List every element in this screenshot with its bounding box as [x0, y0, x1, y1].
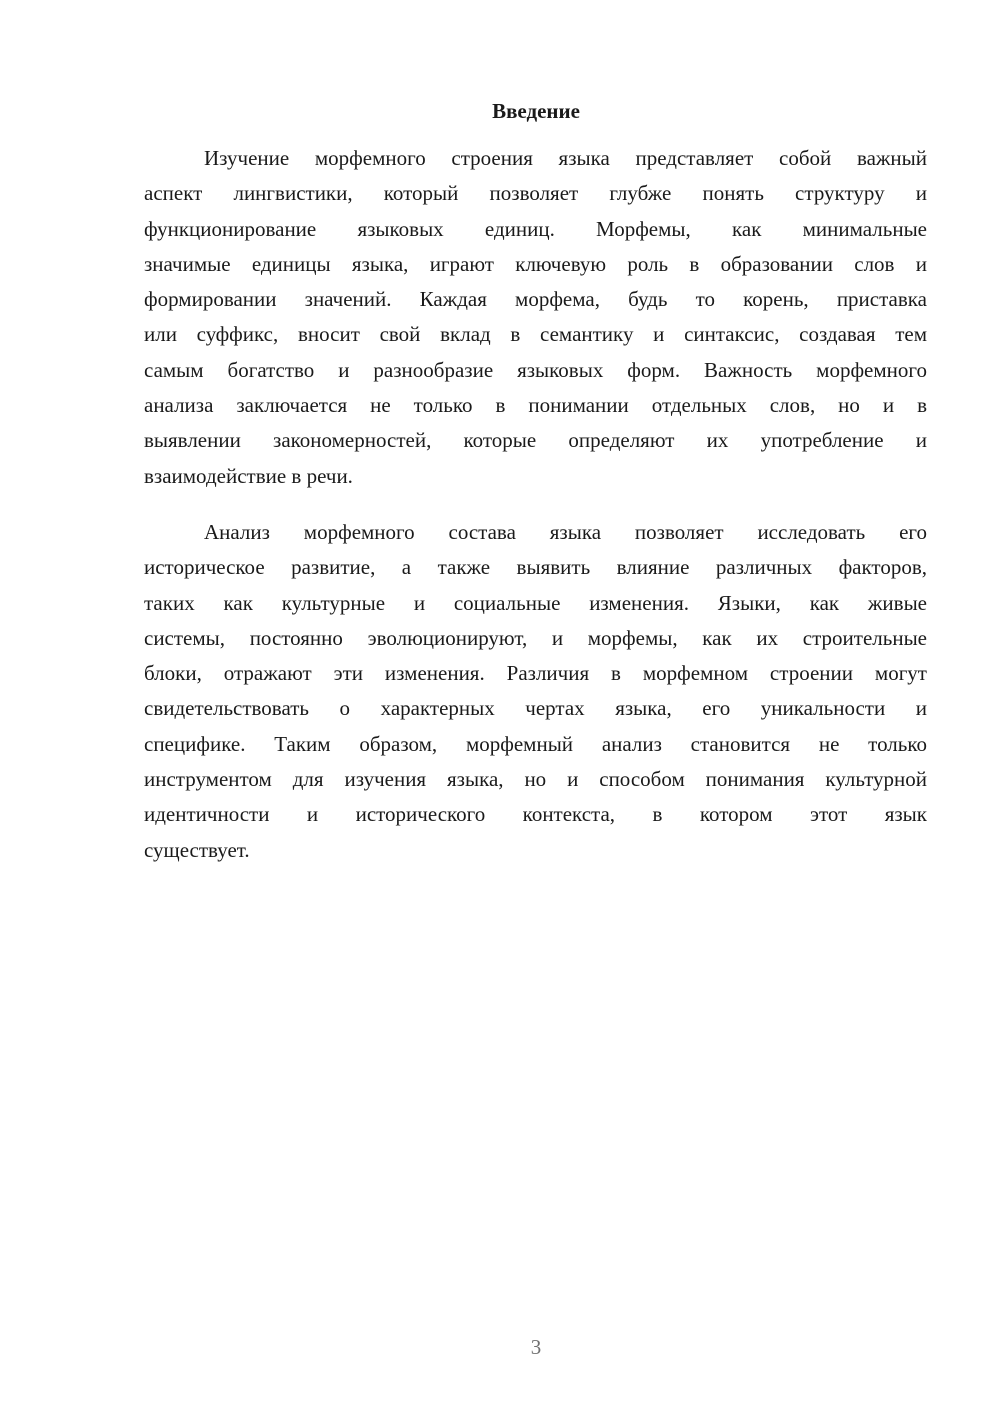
paragraph-line: взаимодействие в речи.	[144, 463, 353, 488]
paragraph-line: аспект лингвистики, который позволяет глубже понять структуру и	[144, 181, 927, 206]
page-title: Введение	[492, 99, 580, 123]
paragraph-introduction-2	[144, 515, 927, 868]
paragraph-line: анализа заключается не только в понимании отдельных слов, но и в	[144, 393, 927, 418]
paragraph-line: Анализ морфемного состава языка позволяет исследовать его	[204, 520, 927, 544]
paragraph-line: функционирование языковых единиц. Морфемы, как минимальные	[144, 216, 927, 241]
paragraph-line: идентичности и исторического контекста, в котором этот язык	[144, 802, 927, 827]
paragraph-line: таких как культурные и социальные изменения. Языки, как живые	[144, 590, 927, 615]
paragraph-line: блоки, отражают эти изменения. Различия в морфемном строении могут	[144, 661, 927, 686]
paragraph-line: историческое развитие, а также выявить влияние различных факторов,	[144, 555, 927, 580]
paragraph-line: специфике. Таким образом, морфемный анализ становится не только	[144, 731, 927, 756]
paragraph-line: существует.	[144, 837, 250, 862]
paragraph-line: значимые единицы языка, играют ключевую роль в образовании слов и	[144, 251, 927, 276]
paragraph-line: или суффикс, вносит свой вклад в семантику и синтаксис, создавая тем	[144, 322, 927, 347]
paragraph-introduction-1	[144, 141, 927, 494]
paragraph-line: самым богатство и разнообразие языковых форм. Важность морфемного	[144, 357, 927, 382]
paragraph-line: системы, постоянно эволюционируют, и морфемы, как их строительные	[144, 625, 927, 650]
paragraph-line: инструментом для изучения языка, но и способом понимания культурной	[144, 767, 927, 792]
paragraph-line: выявлении закономерностей, которые определяют их употребление и	[144, 428, 927, 453]
page-number: 3	[530, 1335, 542, 1359]
paragraph-line: формировании значений. Каждая морфема, будь то корень, приставка	[144, 287, 927, 312]
paragraph-line: свидетельствовать о характерных чертах языка, его уникальности и	[144, 696, 927, 721]
paragraph-line: Изучение морфемного строения языка представляет собой важный	[204, 146, 927, 170]
